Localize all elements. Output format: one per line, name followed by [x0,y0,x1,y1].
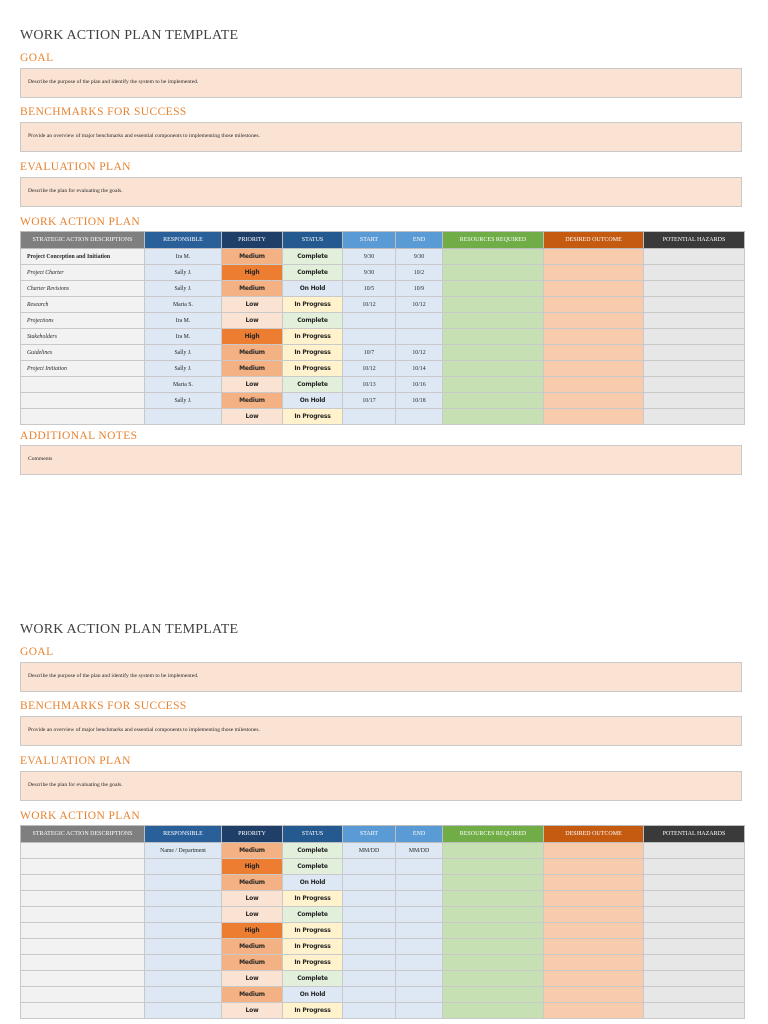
end-cell[interactable]: 9/30 [396,249,443,265]
potential-hazards-cell[interactable] [644,329,745,345]
resources-required-cell[interactable] [443,875,544,891]
responsible-cell[interactable]: Sally J. [145,361,222,377]
resources-required-cell[interactable] [443,393,544,409]
resources-required-cell[interactable] [443,329,544,345]
priority-cell[interactable]: High [222,329,283,345]
end-cell[interactable]: 10/18 [396,393,443,409]
desired-outcome-cell[interactable] [544,345,644,361]
description-cell[interactable]: Projections [21,313,145,329]
resources-required-cell[interactable] [443,907,544,923]
description-cell[interactable] [21,843,145,859]
responsible-cell[interactable] [145,409,222,425]
resources-required-cell[interactable] [443,297,544,313]
benchmarks-heading: BENCHMARKS FOR SUCCESS [20,700,187,712]
resources-required-cell[interactable] [443,859,544,875]
desired-outcome-cell[interactable] [544,265,644,281]
end-cell[interactable]: 10/2 [396,265,443,281]
responsible-cell[interactable]: Sally J. [145,345,222,361]
table-row [21,875,745,891]
responsible-cell[interactable]: Maria S. [145,377,222,393]
description-cell[interactable] [21,1003,145,1019]
end-cell[interactable] [396,971,443,987]
desired-outcome-cell[interactable] [544,939,644,955]
evaluation-text: Describe the plan for evaluating the goals. [28,782,123,788]
benchmarks-box[interactable] [20,122,742,152]
column-header-start[interactable]: START [343,232,396,249]
responsible-cell[interactable] [145,939,222,955]
table-row [21,859,745,875]
goal-heading: GOAL [20,52,54,64]
resources-required-cell[interactable] [443,987,544,1003]
priority-cell[interactable]: Low [222,1003,283,1019]
table-row [21,987,745,1003]
column-header-desired-outcome[interactable]: DESIRED OUTCOME [544,232,644,249]
priority-cell[interactable]: Medium [222,987,283,1003]
start-cell[interactable] [343,939,396,955]
desired-outcome-cell[interactable] [544,297,644,313]
potential-hazards-cell[interactable] [644,361,745,377]
start-cell[interactable]: 10/7 [343,345,396,361]
description-cell[interactable] [21,393,145,409]
start-cell[interactable] [343,971,396,987]
status-cell[interactable]: On Hold [283,281,343,297]
additional-notes-heading: ADDITIONAL NOTES [20,430,138,442]
start-cell[interactable]: 10/17 [343,393,396,409]
column-header-desired-outcome[interactable]: DESIRED OUTCOME [544,826,644,843]
table-row [21,345,745,361]
column-header-resources-required[interactable]: RESOURCES REQUIRED [443,232,544,249]
potential-hazards-cell[interactable] [644,859,745,875]
column-header-end[interactable]: END [396,826,443,843]
table-row [21,1003,745,1019]
desired-outcome-cell[interactable] [544,377,644,393]
evaluation-heading: EVALUATION PLAN [20,161,131,173]
responsible-cell[interactable] [145,907,222,923]
evaluation-text: Describe the plan for evaluating the goals. [28,188,123,194]
resources-required-cell[interactable] [443,1003,544,1019]
goal-text: Describe the purpose of the plan and identify the system to be implemented. [28,79,199,85]
desired-outcome-cell[interactable] [544,313,644,329]
table-row [21,923,745,939]
description-cell[interactable] [21,875,145,891]
column-header-status[interactable]: STATUS [283,232,343,249]
end-cell[interactable] [396,987,443,1003]
responsible-cell[interactable]: Sally J. [145,265,222,281]
resources-required-cell[interactable] [443,361,544,377]
resources-required-cell[interactable] [443,249,544,265]
description-cell[interactable] [21,859,145,875]
end-cell[interactable] [396,875,443,891]
benchmarks-text: Provide an overview of major benchmarks and essential components to implementing those milestones. [28,133,260,139]
desired-outcome-cell[interactable] [544,393,644,409]
priority-cell[interactable]: Medium [222,843,283,859]
column-header-potential-hazards[interactable]: POTENTIAL HAZARDS [644,232,745,249]
description-cell[interactable] [21,891,145,907]
description-cell[interactable]: Project Initiation [21,361,145,377]
table-row [21,843,745,859]
evaluation-box[interactable] [20,177,742,207]
potential-hazards-cell[interactable] [644,265,745,281]
page-2 [20,622,744,1022]
start-cell[interactable] [343,955,396,971]
resources-required-cell[interactable] [443,955,544,971]
priority-cell[interactable]: Low [222,907,283,923]
priority-cell[interactable]: Medium [222,361,283,377]
desired-outcome-cell[interactable] [544,361,644,377]
work-action-plan-table [20,231,745,425]
responsible-cell[interactable]: Ira M. [145,313,222,329]
goal-box[interactable] [20,68,742,98]
responsible-cell[interactable]: Sally J. [145,281,222,297]
end-cell[interactable] [396,859,443,875]
desired-outcome-cell[interactable] [544,923,644,939]
priority-cell[interactable]: Medium [222,955,283,971]
responsible-cell[interactable] [145,987,222,1003]
priority-cell[interactable]: Low [222,891,283,907]
responsible-cell[interactable]: Maria S. [145,297,222,313]
table-row [21,955,745,971]
potential-hazards-cell[interactable] [644,907,745,923]
priority-cell[interactable]: Low [222,377,283,393]
status-cell[interactable]: Complete [283,971,343,987]
priority-cell[interactable]: Low [222,313,283,329]
desired-outcome-cell[interactable] [544,409,644,425]
status-cell[interactable]: In Progress [283,345,343,361]
column-header-description[interactable]: STRATEGIC ACTION DESCRIPTIONS [21,232,145,249]
responsible-cell[interactable] [145,1003,222,1019]
priority-cell[interactable]: Low [222,409,283,425]
benchmarks-text: Provide an overview of major benchmarks and essential components to implementing those milestones. [28,727,260,733]
notes-box[interactable] [20,445,742,475]
work-action-plan-table [20,825,745,1019]
status-cell[interactable]: Complete [283,859,343,875]
column-header-description[interactable]: STRATEGIC ACTION DESCRIPTIONS [21,826,145,843]
description-cell[interactable] [21,939,145,955]
desired-outcome-cell[interactable] [544,971,644,987]
column-header-priority[interactable]: PRIORITY [222,826,283,843]
potential-hazards-cell[interactable] [644,971,745,987]
column-header-responsible[interactable]: RESPONSIBLE [145,826,222,843]
start-cell[interactable] [343,409,396,425]
table-row [21,971,745,987]
status-cell[interactable]: On Hold [283,393,343,409]
desired-outcome-cell[interactable] [544,329,644,345]
end-cell[interactable] [396,955,443,971]
work-action-plan-heading: WORK ACTION PLAN [20,810,141,822]
priority-cell[interactable]: Medium [222,281,283,297]
document-title: WORK ACTION PLAN TEMPLATE [20,28,239,43]
column-header-status[interactable]: STATUS [283,826,343,843]
table-row [21,265,745,281]
description-cell[interactable] [21,907,145,923]
desired-outcome-cell[interactable] [544,281,644,297]
status-cell[interactable]: On Hold [283,987,343,1003]
status-cell[interactable]: In Progress [283,891,343,907]
status-cell[interactable]: Complete [283,843,343,859]
resources-required-cell[interactable] [443,281,544,297]
start-cell[interactable]: 10/12 [343,361,396,377]
desired-outcome-cell[interactable] [544,843,644,859]
desired-outcome-cell[interactable] [544,1003,644,1019]
desired-outcome-cell[interactable] [544,859,644,875]
end-cell[interactable] [396,939,443,955]
desired-outcome-cell[interactable] [544,987,644,1003]
work-action-plan-heading: WORK ACTION PLAN [20,216,141,228]
start-cell[interactable] [343,987,396,1003]
potential-hazards-cell[interactable] [644,843,745,859]
evaluation-heading: EVALUATION PLAN [20,755,131,767]
status-cell[interactable]: In Progress [283,1003,343,1019]
responsible-cell[interactable]: Ira M. [145,329,222,345]
table-header-row [21,826,745,843]
potential-hazards-cell[interactable] [644,313,745,329]
potential-hazards-cell[interactable] [644,409,745,425]
start-cell[interactable]: MM/DD [343,843,396,859]
status-cell[interactable]: In Progress [283,955,343,971]
goal-text: Describe the purpose of the plan and identify the system to be implemented. [28,673,199,679]
end-cell[interactable] [396,409,443,425]
desired-outcome-cell[interactable] [544,955,644,971]
potential-hazards-cell[interactable] [644,987,745,1003]
description-cell[interactable]: Guidelines [21,345,145,361]
desired-outcome-cell[interactable] [544,875,644,891]
start-cell[interactable]: 10/5 [343,281,396,297]
end-cell[interactable] [396,313,443,329]
column-header-responsible[interactable]: RESPONSIBLE [145,232,222,249]
status-cell[interactable]: In Progress [283,329,343,345]
start-cell[interactable] [343,907,396,923]
status-cell[interactable]: In Progress [283,297,343,313]
start-cell[interactable] [343,1003,396,1019]
benchmarks-box[interactable] [20,716,742,746]
priority-cell[interactable]: Medium [222,345,283,361]
description-cell[interactable]: Research [21,297,145,313]
responsible-cell[interactable] [145,923,222,939]
potential-hazards-cell[interactable] [644,249,745,265]
start-cell[interactable] [343,313,396,329]
resources-required-cell[interactable] [443,313,544,329]
start-cell[interactable]: 9/30 [343,265,396,281]
potential-hazards-cell[interactable] [644,955,745,971]
description-cell[interactable] [21,377,145,393]
resources-required-cell[interactable] [443,843,544,859]
resources-required-cell[interactable] [443,971,544,987]
status-cell[interactable]: Complete [283,907,343,923]
description-cell[interactable] [21,955,145,971]
status-cell[interactable]: Complete [283,377,343,393]
end-cell[interactable]: 10/12 [396,345,443,361]
priority-cell[interactable]: Medium [222,393,283,409]
responsible-cell[interactable]: Ira M. [145,249,222,265]
table-row [21,313,745,329]
responsible-cell[interactable] [145,875,222,891]
table-row [21,377,745,393]
end-cell[interactable] [396,907,443,923]
table-row [21,409,745,425]
responsible-cell[interactable]: Name / Department [145,843,222,859]
end-cell[interactable]: MM/DD [396,843,443,859]
status-cell[interactable]: In Progress [283,939,343,955]
table-row [21,907,745,923]
start-cell[interactable] [343,859,396,875]
table-row [21,329,745,345]
column-header-start[interactable]: START [343,826,396,843]
priority-cell[interactable]: High [222,265,283,281]
potential-hazards-cell[interactable] [644,875,745,891]
potential-hazards-cell[interactable] [644,297,745,313]
potential-hazards-cell[interactable] [644,377,745,393]
start-cell[interactable] [343,329,396,345]
table-row [21,297,745,313]
table-row [21,281,745,297]
start-cell[interactable] [343,875,396,891]
description-cell[interactable] [21,923,145,939]
benchmarks-heading: BENCHMARKS FOR SUCCESS [20,106,187,118]
status-cell[interactable]: In Progress [283,409,343,425]
start-cell[interactable]: 10/12 [343,297,396,313]
priority-cell[interactable]: Medium [222,939,283,955]
description-cell[interactable] [21,987,145,1003]
table-row [21,249,745,265]
priority-cell[interactable]: High [222,923,283,939]
potential-hazards-cell[interactable] [644,923,745,939]
table-row [21,393,745,409]
description-cell[interactable]: Project Conception and Initiation [21,249,145,265]
end-cell[interactable]: 10/9 [396,281,443,297]
end-cell[interactable]: 10/14 [396,361,443,377]
resources-required-cell[interactable] [443,939,544,955]
start-cell[interactable] [343,891,396,907]
desired-outcome-cell[interactable] [544,907,644,923]
goal-heading: GOAL [20,646,54,658]
end-cell[interactable] [396,891,443,907]
start-cell[interactable]: 10/13 [343,377,396,393]
notes-text: Comments [28,456,53,462]
priority-cell[interactable]: Low [222,297,283,313]
description-cell[interactable]: Stakeholders [21,329,145,345]
priority-cell[interactable]: Medium [222,249,283,265]
goal-box[interactable] [20,662,742,692]
start-cell[interactable]: 9/30 [343,249,396,265]
end-cell[interactable] [396,923,443,939]
potential-hazards-cell[interactable] [644,939,745,955]
status-cell[interactable]: On Hold [283,875,343,891]
responsible-cell[interactable]: Sally J. [145,393,222,409]
resources-required-cell[interactable] [443,409,544,425]
priority-cell[interactable]: Low [222,971,283,987]
responsible-cell[interactable] [145,859,222,875]
table-header-row [21,232,745,249]
resources-required-cell[interactable] [443,345,544,361]
potential-hazards-cell[interactable] [644,1003,745,1019]
priority-cell[interactable]: Medium [222,875,283,891]
desired-outcome-cell[interactable] [544,249,644,265]
column-header-end[interactable]: END [396,232,443,249]
description-cell[interactable]: Charter Revisions [21,281,145,297]
description-cell[interactable] [21,409,145,425]
status-cell[interactable]: In Progress [283,361,343,377]
desired-outcome-cell[interactable] [544,891,644,907]
responsible-cell[interactable] [145,891,222,907]
end-cell[interactable] [396,1003,443,1019]
potential-hazards-cell[interactable] [644,345,745,361]
end-cell[interactable]: 10/16 [396,377,443,393]
potential-hazards-cell[interactable] [644,281,745,297]
potential-hazards-cell[interactable] [644,393,745,409]
column-header-priority[interactable]: PRIORITY [222,232,283,249]
status-cell[interactable]: Complete [283,313,343,329]
document-title: WORK ACTION PLAN TEMPLATE [20,622,239,637]
column-header-resources-required[interactable]: RESOURCES REQUIRED [443,826,544,843]
table-row [21,891,745,907]
table-row [21,361,745,377]
responsible-cell[interactable] [145,971,222,987]
priority-cell[interactable]: High [222,859,283,875]
responsible-cell[interactable] [145,955,222,971]
description-cell[interactable] [21,971,145,987]
column-header-potential-hazards[interactable]: POTENTIAL HAZARDS [644,826,745,843]
resources-required-cell[interactable] [443,891,544,907]
potential-hazards-cell[interactable] [644,891,745,907]
status-cell[interactable]: Complete [283,249,343,265]
resources-required-cell[interactable] [443,923,544,939]
resources-required-cell[interactable] [443,377,544,393]
start-cell[interactable] [343,923,396,939]
end-cell[interactable]: 10/12 [396,297,443,313]
description-cell[interactable]: Project Charter [21,265,145,281]
status-cell[interactable]: Complete [283,265,343,281]
status-cell[interactable]: In Progress [283,923,343,939]
page-1 [20,28,744,488]
table-row [21,939,745,955]
resources-required-cell[interactable] [443,265,544,281]
evaluation-box[interactable] [20,771,742,801]
end-cell[interactable] [396,329,443,345]
